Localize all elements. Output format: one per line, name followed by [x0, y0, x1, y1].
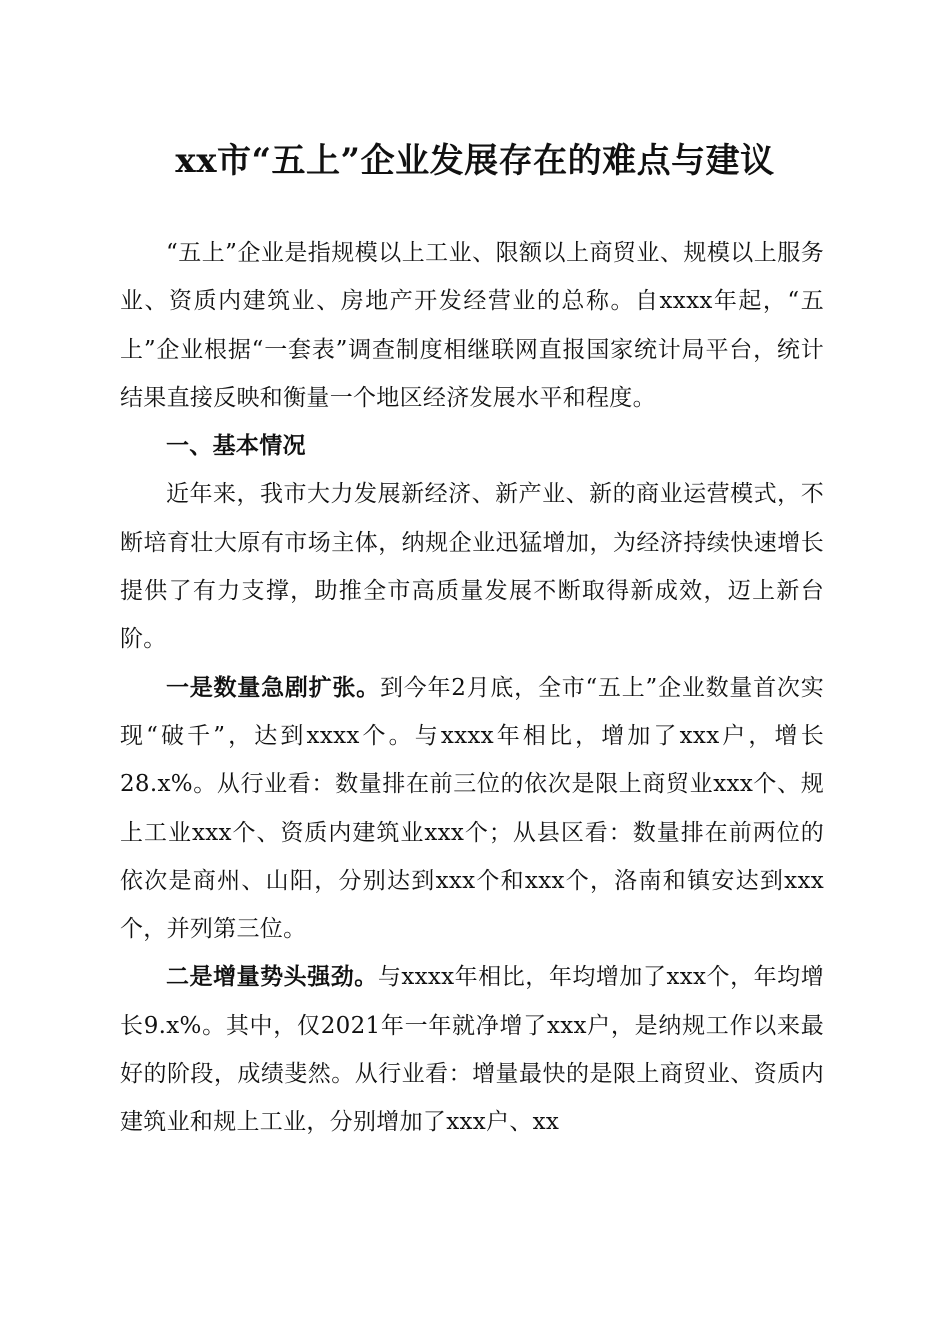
point1-text: 到今年2月底，全市“五上”企业数量首次实现“破千”，达到xxxx个。与xxxx年相比，增加了xxx户，增长28.x%。从行业看：数量排在前三位的依次是限上商贸业xxx个、规上工业xxx个、资质内建筑业xxx个；从县区看：数量排在前两位的依次是商州、山阳，分别达到xxx个和xxx个，洛南和镇安达到xxx个，并列第三位。	[120, 674, 825, 943]
point1-lead: 一是数量急剧扩张。	[166, 673, 380, 701]
point2-lead: 二是增量势头强劲。	[166, 963, 378, 991]
document-title: xx市“五上”企业发展存在的难点与建议	[175, 141, 775, 181]
section-heading-basic-situation: 一、基本情况	[166, 433, 306, 460]
intro-paragraph: “五上”企业是指规模以上工业、限额以上商贸业、规模以上服务业、资质内建筑业、房地产开发经营业的总称。自xxxx年起，“五上”企业根据“一套表”调查制度相继联网直报国家统计局平台，统计结果直接反映和衡量一个地区经济发展水平和程度。	[120, 240, 824, 411]
section1-paragraph: 近年来，我市大力发展新经济、新产业、新的商业运营模式，不断培育壮大原有市场主体，纳规企业迅猛增加，为经济持续快速增长提供了有力支撑，助推全市高质量发展不断取得新成效，迈上新台阶。	[120, 481, 824, 653]
document-body	[120, 229, 824, 1147]
point2-text: 与xxxx年相比，年均增加了xxx个，年均增长9.x%。其中，仅2021年一年就净增了xxx户，是纳规工作以来最好的阶段，成绩斐然。从行业看：增量最快的是限上商贸业、资质内建筑业和规上工业，分别增加了xxx户、xx	[120, 964, 824, 1136]
point1-paragraph	[120, 664, 824, 954]
point2-paragraph	[120, 953, 824, 1146]
